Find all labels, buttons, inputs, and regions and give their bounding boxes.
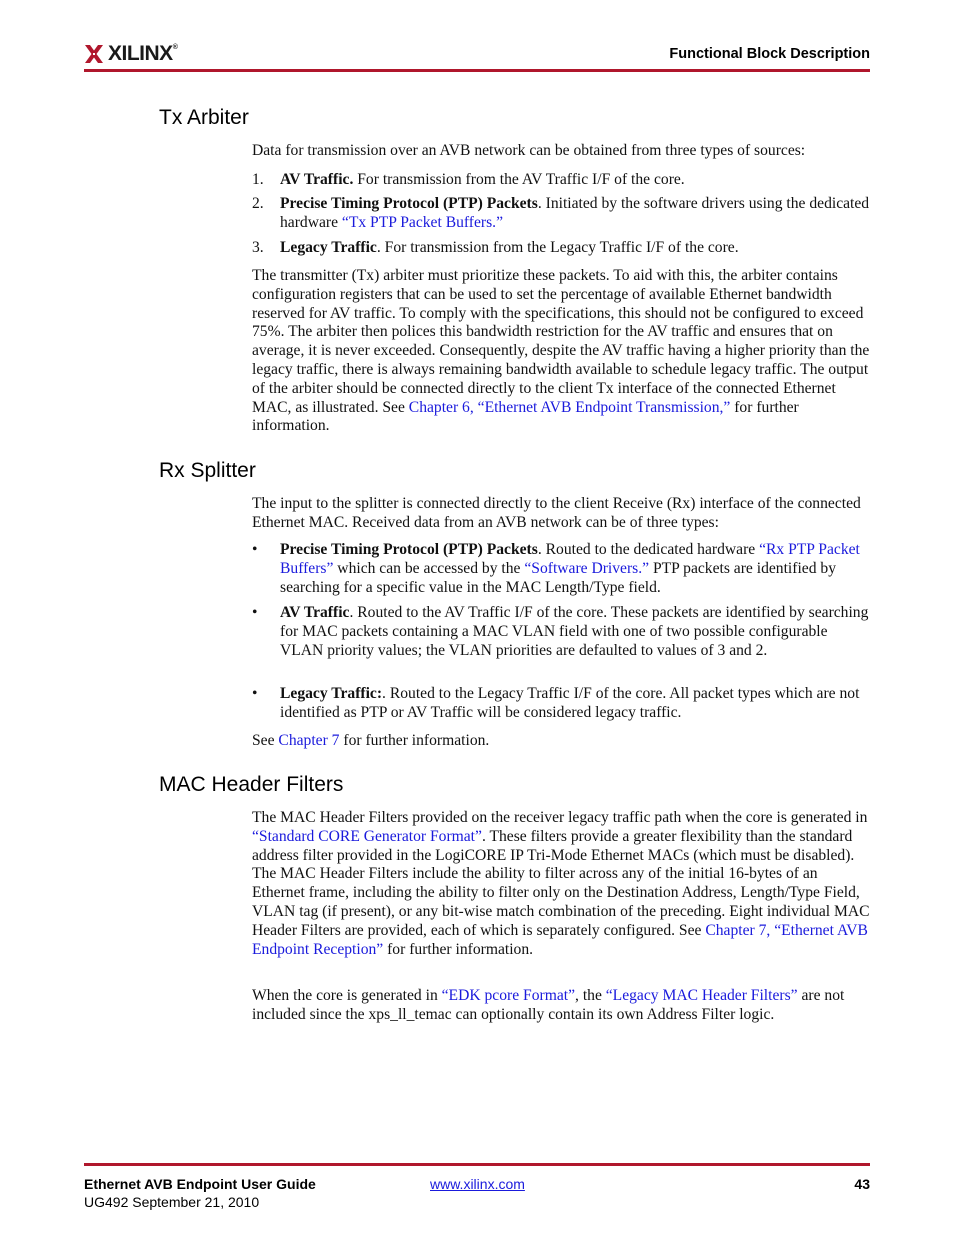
logo-text: XILINX® <box>108 42 178 65</box>
footer-guide-title: Ethernet AVB Endpoint User Guide <box>84 1176 316 1192</box>
chapter-6-link[interactable]: Chapter 6, “Ethernet AVB Endpoint Transmission,” <box>408 398 731 416</box>
bullet: • <box>252 685 258 702</box>
page-header <box>84 40 870 72</box>
tx-list-item-2: 2. Precise Timing Protocol (PTP) Packets. Initiated by the software drivers using the dedicated hardware “Tx PTP Packet Buffers.” <box>252 195 870 231</box>
tx-intro: Data for transmission over an AVB network can be obtained from three types of sources: <box>252 142 806 159</box>
list-number: 2. <box>252 195 264 212</box>
legacy-mac-header-filters-link[interactable]: “Legacy MAC Header Filters” <box>605 987 798 1004</box>
header-rule <box>84 69 870 72</box>
section-title: Functional Block Description <box>669 46 870 62</box>
footer-website-link[interactable]: www.xilinx.com <box>430 1176 525 1192</box>
list-number: 1. <box>252 171 264 188</box>
rx-ptp-buffers-link[interactable]: “Rx PTP Packet Buffers” <box>280 541 860 577</box>
rx-intro: The input to the splitter is connected directly to the client Receive (Rx) interface of the connected Ethernet MAC. Received data from an AVB network can be of three types: <box>252 495 861 531</box>
tx-ptp-buffers-link[interactable]: “Tx PTP Packet Buffers.” <box>341 213 504 231</box>
page-number: 43 <box>854 1176 870 1192</box>
mac-header-filters-heading: MAC Header Filters <box>159 773 344 796</box>
rx-splitter-heading: Rx Splitter <box>159 459 256 482</box>
mac-paragraph-1: The MAC Header Filters provided on the receiver legacy traffic path when the core is generated in “Standard CORE Generator Format”. These filters provide a greater flexibility than the standard address filter provided in the LogiCORE IP Tri-Mode Ethernet MACs (which must be disabled). The MAC Header Filters include the ability to filter across any of the initial 16-bytes of an Ethernet frame, including the ability to filter only on the Destination Address, Length/Type Field, VLAN tag (if present), or any bit-wise match combination of the preceding. Eight individual MAC Header Filters are provided, each of which is separately configured. See Chapter 7, “Ethernet AVB Endpoint Reception” for further information. <box>252 809 870 958</box>
xilinx-x-icon <box>84 44 104 64</box>
rx-bullet-av: • AV Traffic. Routed to the AV Traffic I/F of the core. These packets are identified by searching for MAC packets containing a MAC VLAN field with one of two possible configurable VLAN priority values; the VLAN priorities are defaulted to values of 3 and 2. <box>252 604 869 659</box>
core-generator-format-link[interactable]: “Standard CORE Generator Format” <box>252 827 482 845</box>
tx-list-item-1: 1. AV Traffic. For transmission from the AV Traffic I/F of the core. <box>252 171 685 188</box>
xilinx-logo <box>84 42 177 66</box>
chapter-7-reception-link[interactable]: Chapter 7, “Ethernet AVB Endpoint Reception” <box>252 921 868 958</box>
bullet: • <box>252 541 258 558</box>
tx-list-item-3: 3. Legacy Traffic. For transmission from the Legacy Traffic I/F of the core. <box>252 239 739 256</box>
bullet: • <box>252 604 258 621</box>
rx-bullet-legacy: • Legacy Traffic:. Routed to the Legacy Traffic I/F of the core. All packet types which are not identified as PTP or AV Traffic will be considered legacy traffic. <box>252 685 860 721</box>
software-drivers-link[interactable]: “Software Drivers.” <box>524 559 650 577</box>
chapter-7-link[interactable]: Chapter 7 <box>278 732 340 749</box>
list-number: 3. <box>252 239 264 256</box>
edk-pcore-format-link[interactable]: “EDK pcore Format” <box>441 987 576 1004</box>
rx-see-chapter: See Chapter 7 for further information. <box>252 732 490 749</box>
tx-arbiter-heading: Tx Arbiter <box>159 106 249 129</box>
footer-doc-id: UG492 September 21, 2010 <box>84 1194 260 1210</box>
footer-rule <box>84 1163 870 1166</box>
tx-paragraph: The transmitter (Tx) arbiter must prioritize these packets. To aid with this, the arbiter contains configuration registers that can be used to set the percentage of available Ethernet bandwidth reserved for AV traffic. To comply with the specifications, this should not be configured to exceed 75%. The arbiter then polices this bandwidth restriction for the AV traffic and ensures that on average, it is never exceeded. Consequently, despite the AV traffic having a higher priority than the legacy traffic, there is always remaining bandwidth available to schedule legacy traffic. The output of the arbiter should be connected directly to the client Tx interface of the connected Ethernet MAC, as illustrated. See Chapter 6, “Ethernet AVB Endpoint Transmission,” for further information. <box>252 267 870 435</box>
mac-paragraph-2: When the core is generated in “EDK pcore Format”, the “Legacy MAC Header Filters” are not included since the xps_ll_temac can optionally contain its own Address Filter logic. <box>252 987 845 1023</box>
rx-bullet-ptp: • Precise Timing Protocol (PTP) Packets. Routed to the dedicated hardware “Rx PTP Packet Buffers” which can be accessed by the “Software Drivers.” PTP packets are identified by searching for a specific value in the MAC Length/Type field. <box>252 541 860 596</box>
